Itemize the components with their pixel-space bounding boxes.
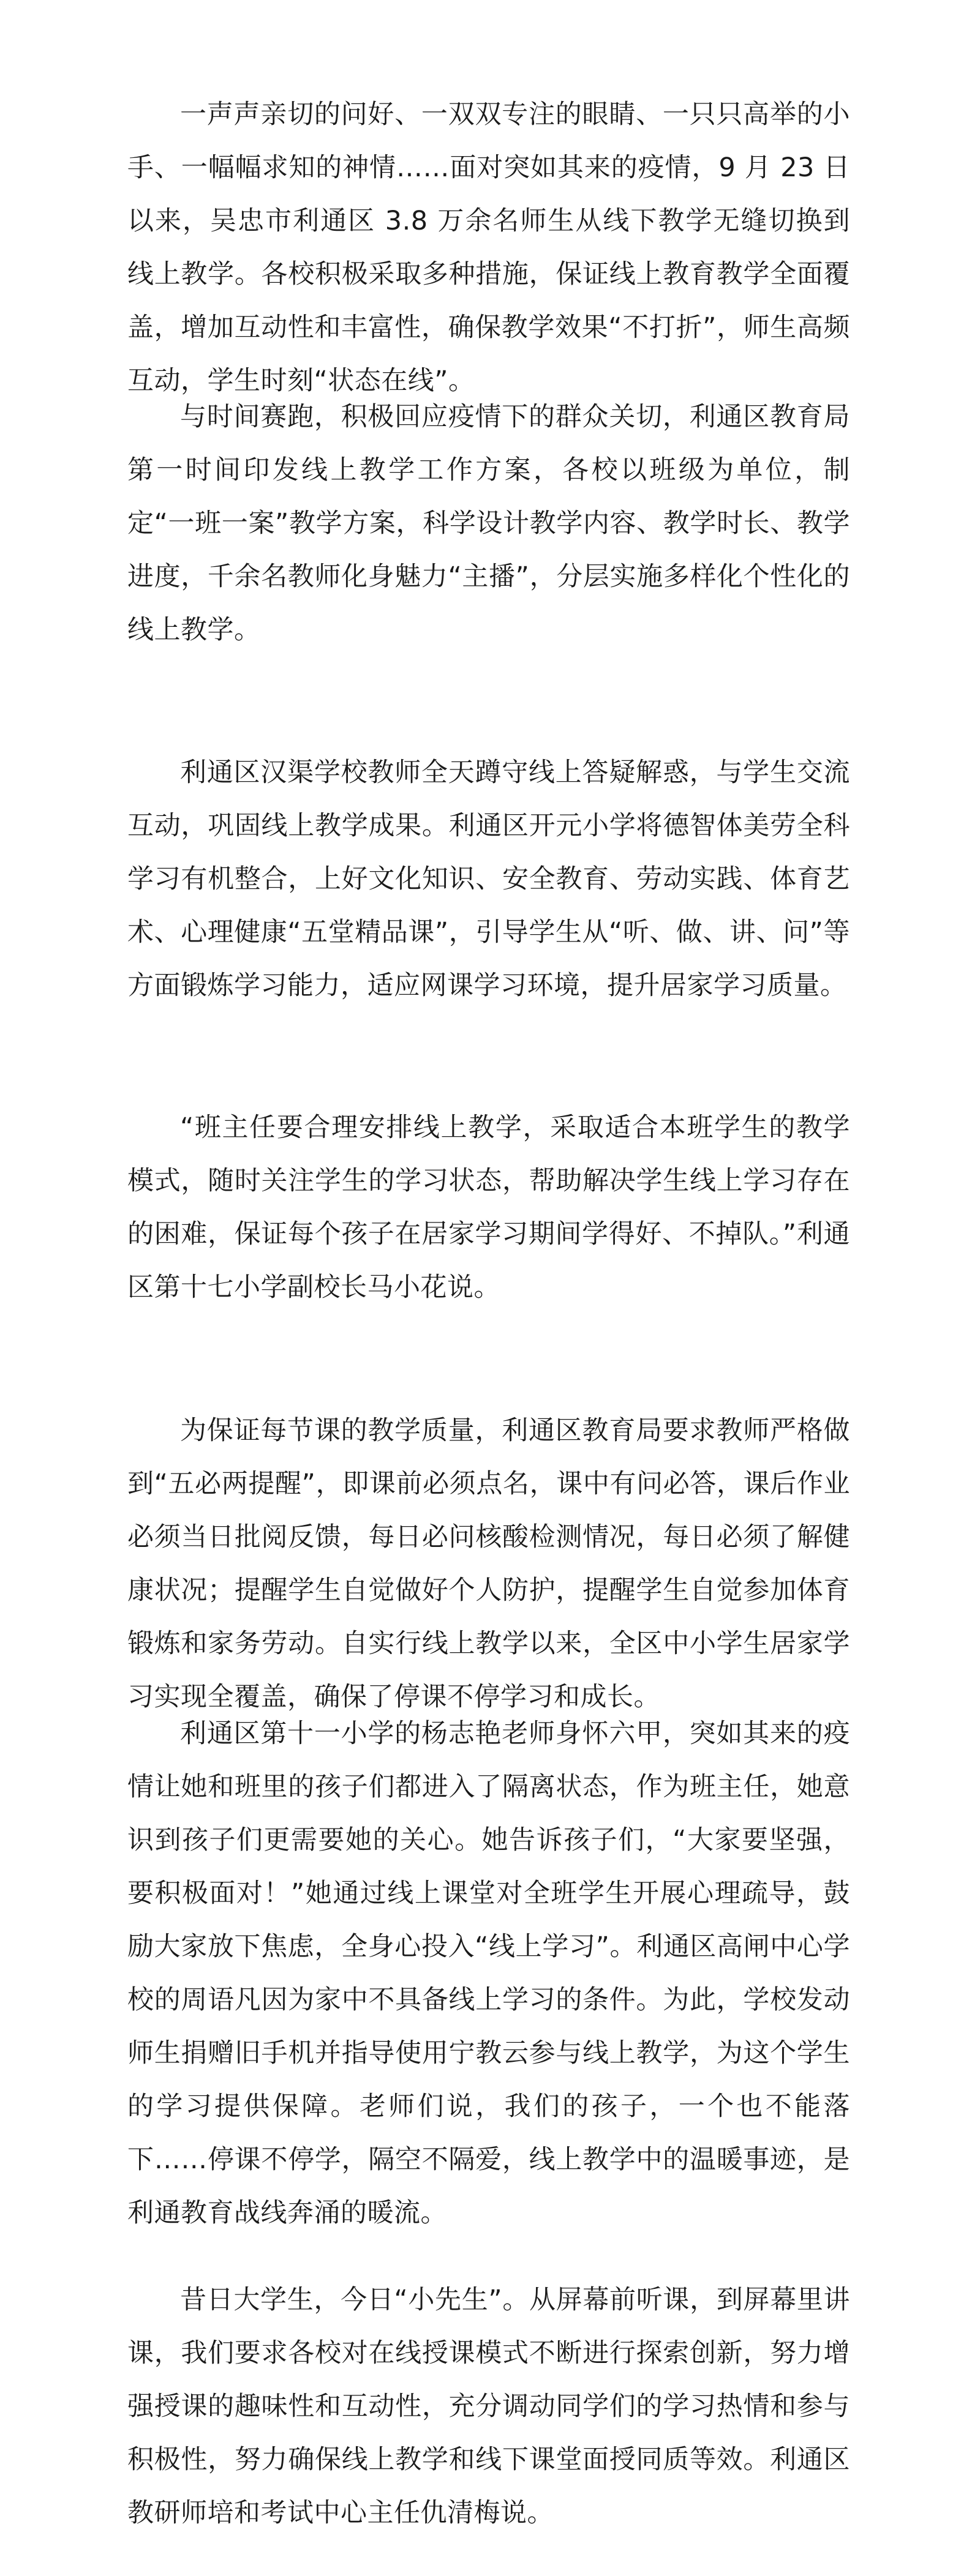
paragraph-5: 为保证每节课的教学质量，利通区教育局要求教师严格做到“五必两提醒”，即课前必须点名，课中有问必答，课后作业必须当日批阅反馈，每日必问核酸检测情况，每日必须了解健康状况；提醒学生自觉做好个人防护，提醒学生自觉参加体育锻炼和家务劳动。自实行线上教学以来，全区中小学生居家学习实现全覆盖，确保了停课不停学习和成长。 [127,1415,850,1712]
paragraph-1: 一声声亲切的问好、一双双专注的眼睛、一只只高举的小手、一幅幅求知的神情……面对突如其来的疫情，9 月 23 日以来，吴忠市利通区 3.8 万余名师生从线下教学无缝切换到线上教学。各校积极采取多种措施，保证线上教育教学全面覆盖，增加互动性和丰富性，确保教学效果“不打折”，师生高频互动，学生时刻“状态在线”。 [127,99,850,396]
paragraph-4: “班主任要合理安排线上教学，采取适合本班学生的教学模式，随时关注学生的学习状态，帮助解决学生线上学习存在的困难，保证每个孩子在居家学习期间学得好、不掉队。”利通区第十七小学副校长马小花说。 [127,1112,850,1303]
paragraph-7: 昔日大学生，今日“小先生”。从屏幕前听课，到屏幕里讲课，我们要求各校对在线授课模式不断进行探索创新，努力增强授课的趣味性和互动性，充分调动同学们的学习热情和参与积极性，努力确保线上教学和线下课堂面授同质等效。利通区教研师培和考试中心主任仇清梅说。 [127,2285,850,2528]
paragraph-3: 利通区汉渠学校教师全天蹲守线上答疑解惑，与学生交流互动，巩固线上教学成果。利通区开元小学将德智体美劳全科学习有机整合，上好文化知识、安全教育、劳动实践、体育艺术、心理健康“五堂精品课”，引导学生从“听、做、讲、问”等方面锻炼学习能力，适应网课学习环境，提升居家学习质量。 [127,757,850,1001]
paragraph-2: 与时间赛跑，积极回应疫情下的群众关切，利通区教育局第一时间印发线上教学工作方案，各校以班级为单位，制定“一班一案”教学方案，科学设计教学内容、教学时长、教学进度，千余名教师化身魅力“主播”，分层实施多样化个性化的线上教学。 [127,402,850,645]
paragraph-6: 利通区第十一小学的杨志艳老师身怀六甲，突如其来的疫情让她和班里的孩子们都进入了隔离状态，作为班主任，她意识到孩子们更需要她的关心。她告诉孩子们，“大家要坚强，要积极面对！”她通过线上课堂对全班学生开展心理疏导，鼓励大家放下焦虑，全身心投入“线上学习”。利通区高闸中心学校的周语凡因为家中不具备线上学习的条件。为此，学校发动师生捐赠旧手机并指导使用宁教云参与线上教学，为这个学生的学习提供保障。老师们说，我们的孩子，一个也不能落下……停课不停学，隔空不隔爱，线上教学中的温暖事迹，是利通教育战线奔涌的暖流。 [127,1718,850,2228]
